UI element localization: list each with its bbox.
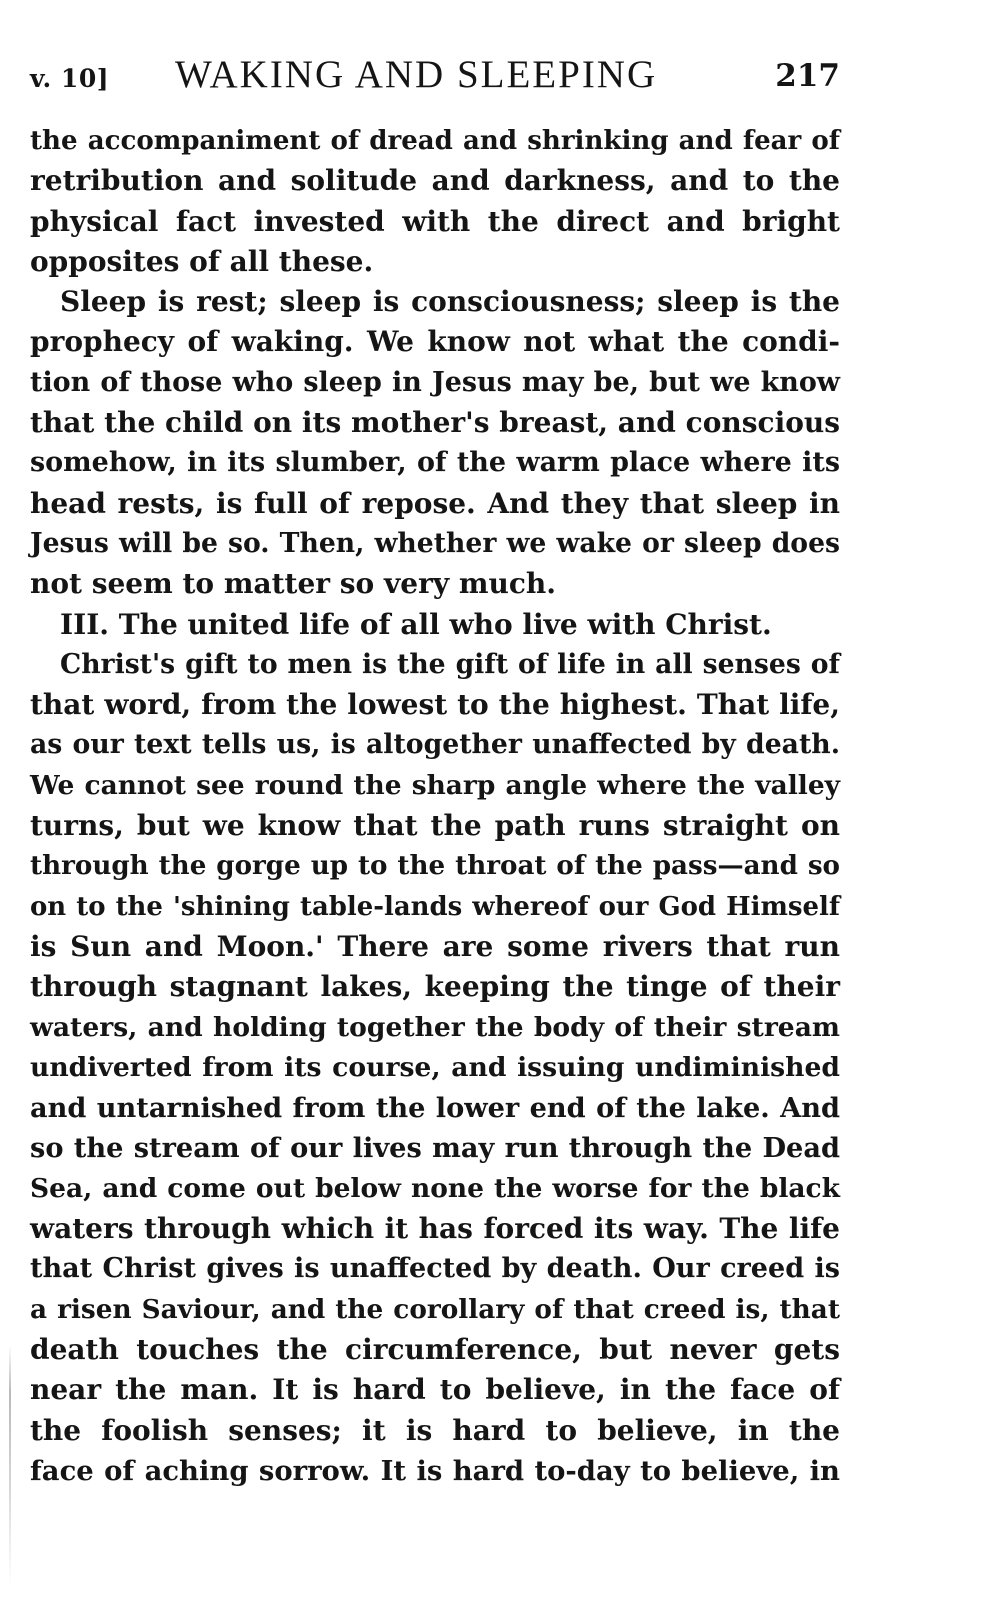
text-line: Jesus will be so. Then, whether we wake or sleep does: [30, 527, 840, 559]
text-line: Sea, and come out below none the worse for the black: [30, 1172, 840, 1204]
text-line: Christ's gift to men is the gift of life in all senses of: [60, 648, 840, 680]
text-line: on to the 'shining table-lands whereof our God Himself: [30, 891, 840, 922]
text-line: so the stream of our lives may run through the Dead: [30, 1132, 840, 1165]
text-line: that Christ gives is unaffected by death. Our creed is: [30, 1253, 840, 1285]
text-line: physical fact invested with the direct and bright: [30, 204, 840, 238]
text-line: through the gorge up to the throat of the pass—and so: [30, 850, 840, 882]
text-line: face of aching sorrow. It is hard to-day to believe, in: [30, 1454, 840, 1487]
text-line: the foolish senses; it is hard to believe, in the: [30, 1413, 840, 1447]
text-line: head rests, is full of repose. And they that sleep in: [30, 486, 840, 520]
text-line: as our text tells us, is altogether unaffected by death.: [30, 729, 840, 761]
running-head: [30, 52, 840, 102]
scan-gutter-mark: [9, 1345, 11, 1585]
text-line: undiverted from its course, and issuing undiminished: [30, 1051, 840, 1083]
verse-reference: v. 10]: [30, 64, 110, 93]
text-line: opposites of all these.: [30, 244, 374, 278]
text-line: a risen Saviour, and the corollary of that creed is, that: [30, 1293, 840, 1325]
page-number: 217: [775, 58, 840, 94]
text-line: Sleep is rest; sleep is consciousness; sleep is the: [60, 285, 840, 319]
text-line: through stagnant lakes, keeping the tinge of their: [30, 970, 840, 1004]
text-line: waters through which it has forced its way. The life: [30, 1212, 840, 1246]
text-line: somehow, in its slumber, of the warm place where its: [30, 447, 840, 479]
text-line: that word, from the lowest to the highest. That life,: [30, 688, 840, 722]
text-line: waters, and holding together the body of their stream: [30, 1011, 840, 1043]
text-line: death touches the circumference, but never gets: [30, 1332, 840, 1366]
body-text: [30, 121, 840, 1491]
text-line: not seem to matter so very much.: [30, 567, 556, 601]
text-line: is Sun and Moon.' There are some rivers that run: [30, 929, 840, 963]
text-line: turns, but we know that the path runs straight on: [30, 809, 840, 843]
section-heading: III. The united life of all who live with Christ.: [60, 607, 772, 641]
text-line: and untarnished from the lower end of the lake. And: [30, 1092, 840, 1125]
text-line: retribution and solitude and darkness, and to the: [30, 164, 840, 198]
chapter-title: WAKING AND SLEEPING: [175, 53, 658, 96]
text-line: We cannot see round the sharp angle where the valley: [30, 769, 840, 801]
text-line: tion of those who sleep in Jesus may be, but we know: [30, 366, 840, 398]
text-line: near the man. It is hard to believe, in the face of: [30, 1373, 840, 1407]
text-line: that the child on its mother's breast, and conscious: [30, 406, 840, 440]
text-line: the accompaniment of dread and shrinking and fear of: [30, 126, 840, 156]
text-line: prophecy of waking. We know not what the condi-: [30, 325, 840, 359]
